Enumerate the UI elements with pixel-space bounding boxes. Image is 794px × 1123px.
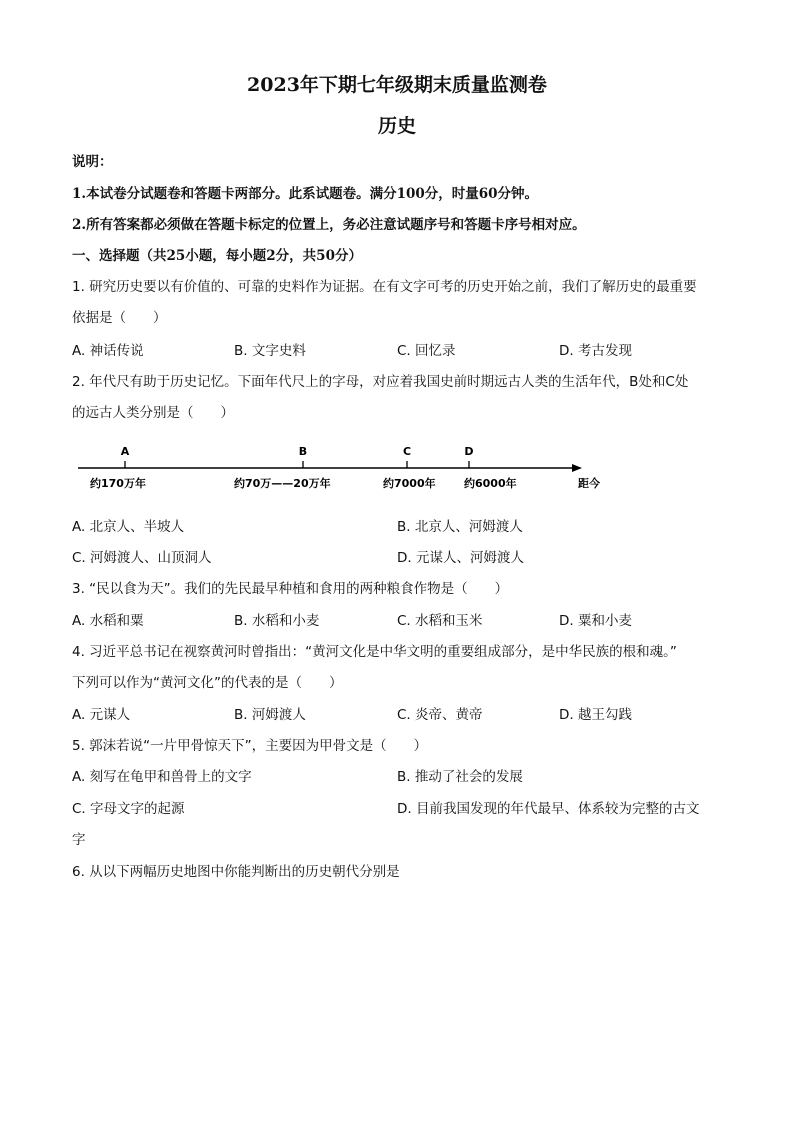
- question-1-line-1: 1. 研究历史要以有价值的、可靠的史料作为证据。在有文字可考的历史开始之前，我们了解历史的最重要: [72, 279, 697, 295]
- section-heading: 一、选择题（共25小题，每小题2分，共50分）: [72, 248, 362, 264]
- q4-option-b[interactable]: B. 河姆渡人: [234, 707, 306, 723]
- q2-option-c[interactable]: C. 河姆渡人、山顶洞人: [72, 550, 212, 566]
- timeline-label-a: 约170万年: [90, 477, 146, 490]
- question-1-line-2: 依据是（ ）: [72, 310, 167, 326]
- timeline-end-label: 距今: [578, 477, 600, 490]
- q1-option-a[interactable]: A. 神话传说: [72, 343, 144, 359]
- question-4-line-2: 下列可以作为“黄河文化”的代表的是（ ）: [72, 675, 343, 691]
- q5-option-d[interactable]: D. 目前我国发现的年代最早、体系较为完整的古文: [397, 801, 700, 817]
- timeline-label-c: 约7000年: [383, 477, 436, 490]
- question-2-line-1: 2. 年代尺有助于历史记忆。下面年代尺上的字母，对应着我国史前时期远古人类的生活年代，B处和C处: [72, 374, 689, 390]
- q3-option-c[interactable]: C. 水稻和玉米: [397, 613, 483, 629]
- timeline-letter-d: D: [464, 445, 474, 458]
- timeline-label-b: 约70万——20万年: [234, 477, 331, 490]
- q5-option-d-continued: 字: [72, 832, 86, 848]
- question-2-line-2: 的远古人类分别是（ ）: [72, 405, 234, 421]
- q5-option-c[interactable]: C. 字母文字的起源: [72, 801, 185, 817]
- q4-option-a[interactable]: A. 元谋人: [72, 707, 131, 723]
- q1-option-c[interactable]: C. 回忆录: [397, 343, 456, 359]
- q4-option-d[interactable]: D. 越王勾践: [559, 707, 632, 723]
- timeline-letter-c: C: [402, 445, 412, 458]
- q1-option-d[interactable]: D. 考古发现: [559, 343, 632, 359]
- q5-option-a[interactable]: A. 刻写在龟甲和兽骨上的文字: [72, 769, 252, 785]
- timeline-letter-b: B: [298, 445, 308, 458]
- q5-option-b[interactable]: B. 推动了社会的发展: [397, 769, 523, 785]
- timeline-letter-a: A: [120, 445, 130, 458]
- timeline-diagram: [72, 440, 612, 500]
- question-6-line-1: 6. 从以下两幅历史地图中你能判断出的历史朝代分别是: [72, 864, 400, 880]
- question-5-line-1: 5. 郭沫若说“一片甲骨惊天下”，主要因为甲骨文是（ ）: [72, 738, 428, 754]
- timeline-label-d: 约6000年: [464, 477, 517, 490]
- instructions-label: 说明：: [72, 154, 113, 170]
- exam-subject: 历史: [377, 115, 416, 137]
- instruction-2: 2.所有答案都必须做在答题卡标定的位置上，务必注意试题序号和答题卡序号相对应。: [72, 217, 586, 233]
- q1-option-b[interactable]: B. 文字史料: [234, 343, 306, 359]
- q2-option-a[interactable]: A. 北京人、半坡人: [72, 519, 185, 535]
- q3-option-d[interactable]: D. 粟和小麦: [559, 613, 632, 629]
- instruction-1: 1.本试卷分试题卷和答题卡两部分。此系试题卷。满分100分，时量60分钟。: [72, 186, 539, 202]
- q4-option-c[interactable]: C. 炎帝、黄帝: [397, 707, 483, 723]
- q2-option-b[interactable]: B. 北京人、河姆渡人: [397, 519, 523, 535]
- q3-option-b[interactable]: B. 水稻和小麦: [234, 613, 320, 629]
- q2-option-d[interactable]: D. 元谋人、河姆渡人: [397, 550, 524, 566]
- question-4-line-1: 4. 习近平总书记在视察黄河时曾指出：“黄河文化是中华文明的重要组成部分，是中华民族的根和魂。”: [72, 644, 677, 660]
- exam-title: 2023年下期七年级期末质量监测卷: [247, 74, 547, 96]
- q3-option-a[interactable]: A. 水稻和粟: [72, 613, 144, 629]
- question-3-line-1: 3. “民以食为天”。我们的先民最早种植和食用的两种粮食作物是（ ）: [72, 581, 509, 597]
